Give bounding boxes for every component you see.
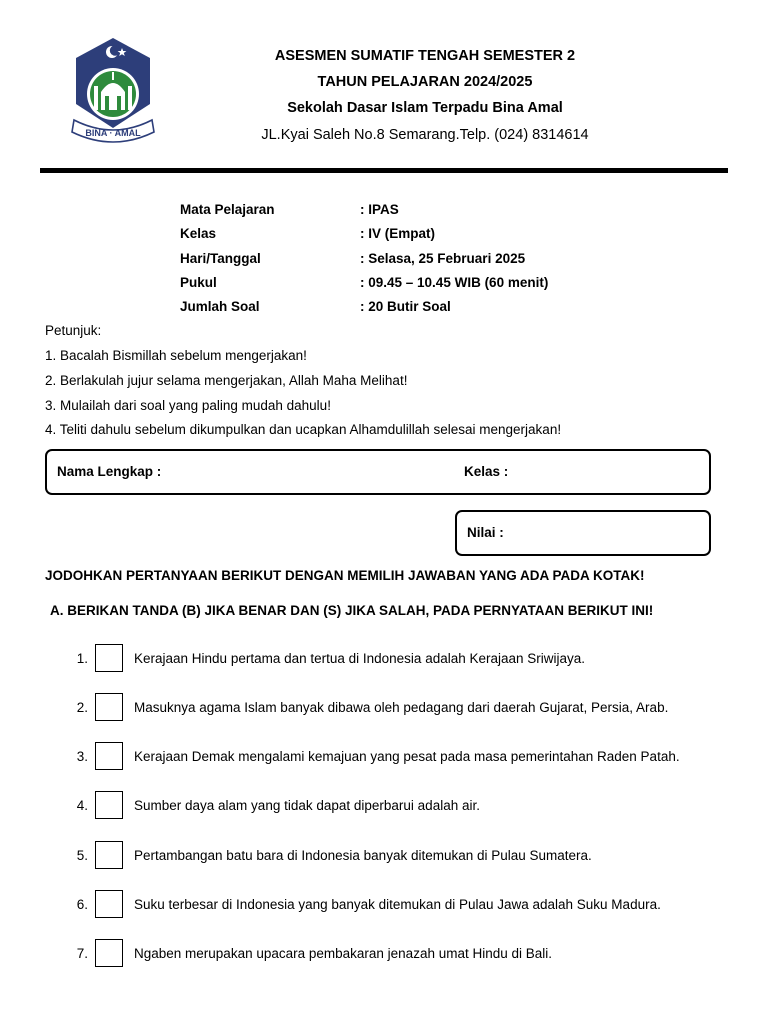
answer-box[interactable] [95,693,123,721]
school-logo [70,36,156,148]
info-label-subject: Mata Pelajaran [180,202,275,217]
question-number: 1. [76,651,88,666]
answer-box[interactable] [95,890,123,918]
answer-box[interactable] [95,791,123,819]
answer-box[interactable] [95,841,123,869]
question-number: 2. [76,700,88,715]
instruction-item: 4. Teliti dahulu sebelum dikumpulkan dan ucapkan Alhamdulillah selesai mengerjakan! [45,422,562,437]
answer-box[interactable] [95,644,123,672]
instructions-title: Petunjuk: [45,323,102,338]
info-label-date: Hari/Tanggal [180,251,261,266]
info-label-class: Kelas [180,226,217,241]
question-text: Pertambangan batu bara di Indonesia banyak ditemukan di Pulau Sumatera. [134,848,592,863]
header-divider [40,168,728,173]
info-value-class: : IV (Empat) [360,226,436,241]
name-label: Nama Lengkap : [57,464,162,479]
school-address: JL.Kyai Saleh No.8 Semarang.Telp. (024) 8314614 [261,127,589,143]
answer-box[interactable] [95,742,123,770]
exam-title: ASESMEN SUMATIF TENGAH SEMESTER 2 [274,48,576,64]
question-text: Kerajaan Demak mengalami kemajuan yang pesat pada masa pemerintahan Raden Patah. [134,749,680,764]
section-instruction: JODOHKAN PERTANYAAN BERIKUT DENGAN MEMILIH JAWABAN YANG ADA PADA KOTAK! [45,568,645,583]
instruction-item: 3. Mulailah dari soal yang paling mudah dahulu! [45,398,331,413]
info-value-count: : 20 Butir Soal [360,299,451,314]
question-number: 3. [76,749,88,764]
info-value-time: : 09.45 – 10.45 WIB (60 menit) [360,275,549,290]
question-number: 6. [76,897,88,912]
question-number: 4. [76,798,88,813]
school-name: Sekolah Dasar Islam Terpadu Bina Amal [287,100,563,116]
instruction-item: 2. Berlakulah jujur selama mengerjakan, Allah Maha Melihat! [45,373,408,388]
score-label: Nilai : [467,525,504,540]
score-box[interactable] [455,510,711,556]
section-a-heading: A. BERIKAN TANDA (B) JIKA BENAR DAN (S) JIKA SALAH, PADA PERNYATAAN BERIKUT INI! [50,603,654,618]
instruction-item: 1. Bacalah Bismillah sebelum mengerjakan! [45,348,307,363]
question-number: 5. [76,848,88,863]
question-number: 7. [76,946,88,961]
question-text: Sumber daya alam yang tidak dapat diperbarui adalah air. [134,798,480,813]
question-text: Ngaben merupakan upacara pembakaran jenazah umat Hindu di Bali. [134,946,553,961]
student-identity-box[interactable] [45,449,711,495]
info-label-time: Pukul [180,275,217,290]
info-value-subject: : IPAS [360,202,399,217]
info-label-count: Jumlah Soal [180,299,260,314]
info-value-date: : Selasa, 25 Februari 2025 [360,251,526,266]
question-text: Kerajaan Hindu pertama dan tertua di Indonesia adalah Kerajaan Sriwijaya. [134,651,586,666]
question-text: Masuknya agama Islam banyak dibawa oleh pedagang dari daerah Gujarat, Persia, Arab. [134,700,669,715]
svg-text:BINA · AMAL: BINA · AMAL [85,128,141,138]
class-label: Kelas : [464,464,509,479]
question-text: Suku terbesar di Indonesia yang banyak ditemukan di Pulau Jawa adalah Suku Madura. [134,897,661,912]
academic-year: TAHUN PELAJARAN 2024/2025 [317,74,533,90]
answer-box[interactable] [95,939,123,967]
